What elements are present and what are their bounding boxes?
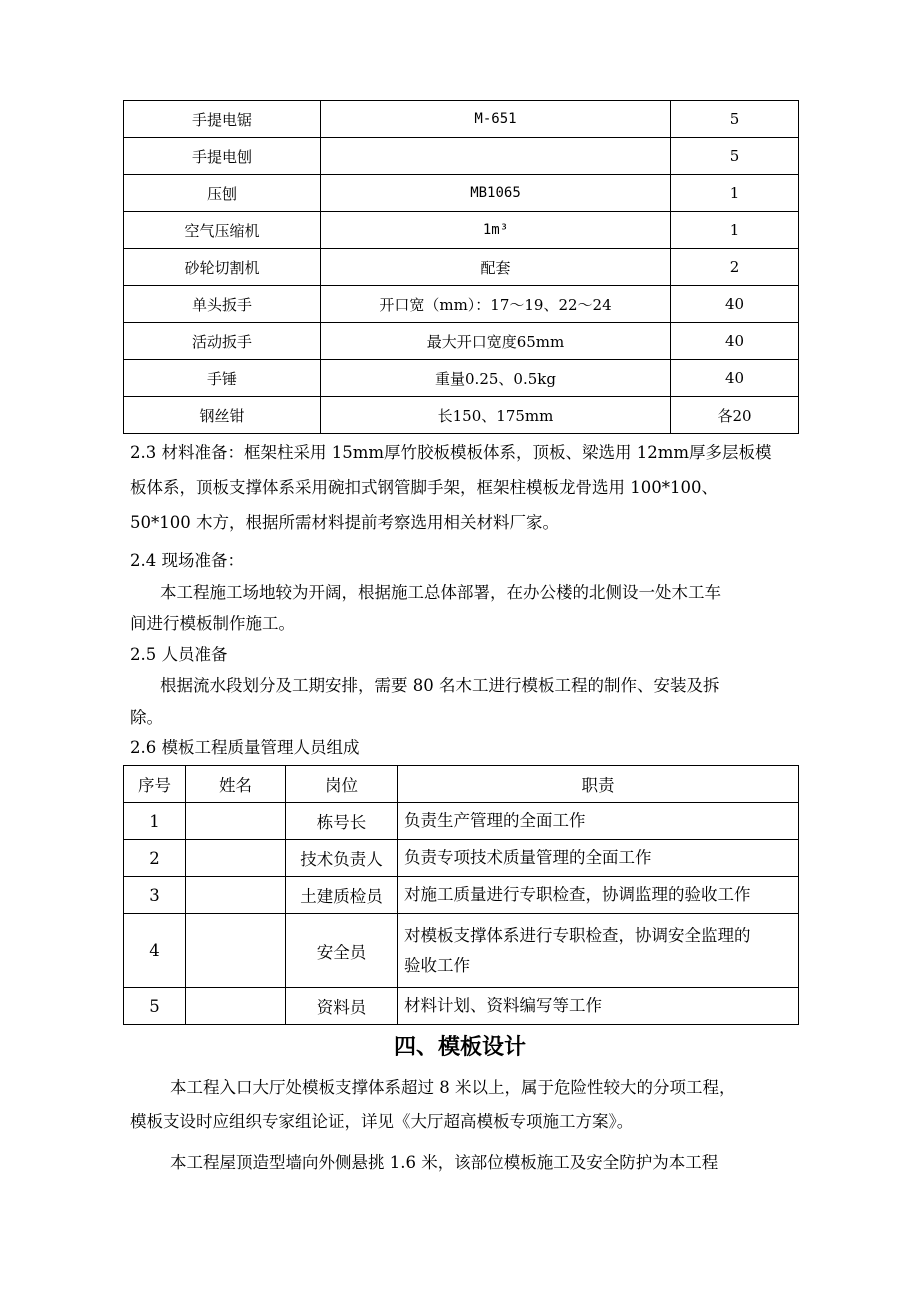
equipment-name: 钢丝钳: [124, 397, 321, 434]
equipment-qty: 40: [671, 323, 799, 360]
staff-no: 1: [124, 803, 186, 840]
section-4-line: 模板支设时应组织专家组论证，详见《大厅超高模板专项施工方案》。: [130, 1112, 634, 1131]
section-2-3-line: 50*100 木方，根据所需材料提前考察选用相关材料厂家。: [130, 513, 559, 532]
staff-post: 栋号长: [286, 803, 398, 840]
section-2-3-line: 板体系，顶板支撑体系采用碗扣式钢管脚手架，框架柱模板龙骨选用 100*100、: [130, 478, 718, 497]
equipment-name: 手提电刨: [124, 138, 321, 175]
staff-duty-line: 验收工作: [404, 955, 470, 975]
equipment-qty: 5: [671, 101, 799, 138]
table-row: [124, 212, 799, 249]
header-no: 序号: [124, 766, 186, 803]
staff-name: [186, 803, 286, 840]
section-2-4-line: 本工程施工场地较为开阔，根据施工总体部署，在办公楼的北侧设一处木工车: [160, 583, 721, 602]
equipment-spec: 配套: [321, 249, 671, 286]
header-name: 姓名: [186, 766, 286, 803]
table-row: [124, 138, 799, 175]
equipment-qty: 2: [671, 249, 799, 286]
table-row: [124, 249, 799, 286]
equipment-name: 压刨: [124, 175, 321, 212]
table-row: [124, 286, 799, 323]
equipment-qty: 各20: [671, 397, 799, 434]
equipment-spec: M-651: [321, 101, 671, 138]
staff-name: [186, 988, 286, 1025]
table-row: [124, 803, 799, 840]
table-row: [124, 360, 799, 397]
equipment-name: 手锤: [124, 360, 321, 397]
equipment-qty: 40: [671, 286, 799, 323]
table-row: [124, 914, 799, 988]
equipment-spec: 开口宽（mm）：17～19、22～24: [321, 286, 671, 323]
section-2-6-heading: 2.6 模板工程质量管理人员组成: [130, 738, 360, 757]
equipment-spec: [321, 138, 671, 175]
section-2-4-heading: 2.4 现场准备：: [130, 551, 244, 570]
section-2-5-heading: 2.5 人员准备: [130, 645, 228, 664]
header-post: 岗位: [286, 766, 398, 803]
staff-name: [186, 914, 286, 988]
equipment-spec: 长150、175mm: [321, 397, 671, 434]
table-header-row: [124, 766, 799, 803]
staff-duty: [398, 914, 799, 988]
section-2-3-line: 2.3 材料准备：框架柱采用 15mm厚竹胶板模板体系，顶板、梁选用 12mm厚多层板模: [130, 443, 772, 462]
equipment-qty: 5: [671, 138, 799, 175]
equipment-qty: 1: [671, 175, 799, 212]
staff-no: 3: [124, 877, 186, 914]
equipment-qty: 1: [671, 212, 799, 249]
equipment-name: 手提电锯: [124, 101, 321, 138]
staff-table: [123, 765, 799, 1025]
section-2-4-line: 间进行模板制作施工。: [130, 614, 295, 633]
table-row: [124, 840, 799, 877]
staff-no: 5: [124, 988, 186, 1025]
header-duty: 职责: [398, 766, 799, 803]
staff-post: 资料员: [286, 988, 398, 1025]
equipment-name: 单头扳手: [124, 286, 321, 323]
table-row: [124, 175, 799, 212]
table-row: [124, 397, 799, 434]
section-4-title: 四、模板设计: [393, 1035, 526, 1060]
staff-post: 技术负责人: [286, 840, 398, 877]
staff-duty: 对施工质量进行专职检查，协调监理的验收工作: [398, 877, 799, 914]
staff-post: 安全员: [286, 914, 398, 988]
section-4-line: 本工程入口大厅处模板支撑体系超过 8 米以上，属于危险性较大的分项工程，: [170, 1078, 736, 1097]
equipment-spec: 1m³: [321, 212, 671, 249]
equipment-qty: 40: [671, 360, 799, 397]
staff-no: 4: [124, 914, 186, 988]
equipment-spec: 重量0.25、0.5kg: [321, 360, 671, 397]
equipment-spec: 最大开口宽度65mm: [321, 323, 671, 360]
staff-post: 土建质检员: [286, 877, 398, 914]
staff-duty: 负责生产管理的全面工作: [398, 803, 799, 840]
equipment-spec: MB1065: [321, 175, 671, 212]
table-row: [124, 101, 799, 138]
table-row: [124, 323, 799, 360]
staff-duty-line: 对模板支撑体系进行专职检查，协调安全监理的: [404, 925, 751, 945]
section-2-5-line: 根据流水段划分及工期安排，需要 80 名木工进行模板工程的制作、安装及拆: [160, 676, 720, 695]
table-row: [124, 877, 799, 914]
staff-duty: 负责专项技术质量管理的全面工作: [398, 840, 799, 877]
section-4-line: 本工程屋顶造型墙向外侧悬挑 1.6 米，该部位模板施工及安全防护为本工程: [170, 1153, 719, 1172]
staff-no: 2: [124, 840, 186, 877]
staff-duty: 材料计划、资料编写等工作: [398, 988, 799, 1025]
equipment-name: 活动扳手: [124, 323, 321, 360]
section-2-5-line: 除。: [130, 708, 163, 727]
staff-name: [186, 840, 286, 877]
table-row: [124, 988, 799, 1025]
staff-name: [186, 877, 286, 914]
equipment-name: 空气压缩机: [124, 212, 321, 249]
equipment-name: 砂轮切割机: [124, 249, 321, 286]
equipment-table: [123, 100, 799, 434]
